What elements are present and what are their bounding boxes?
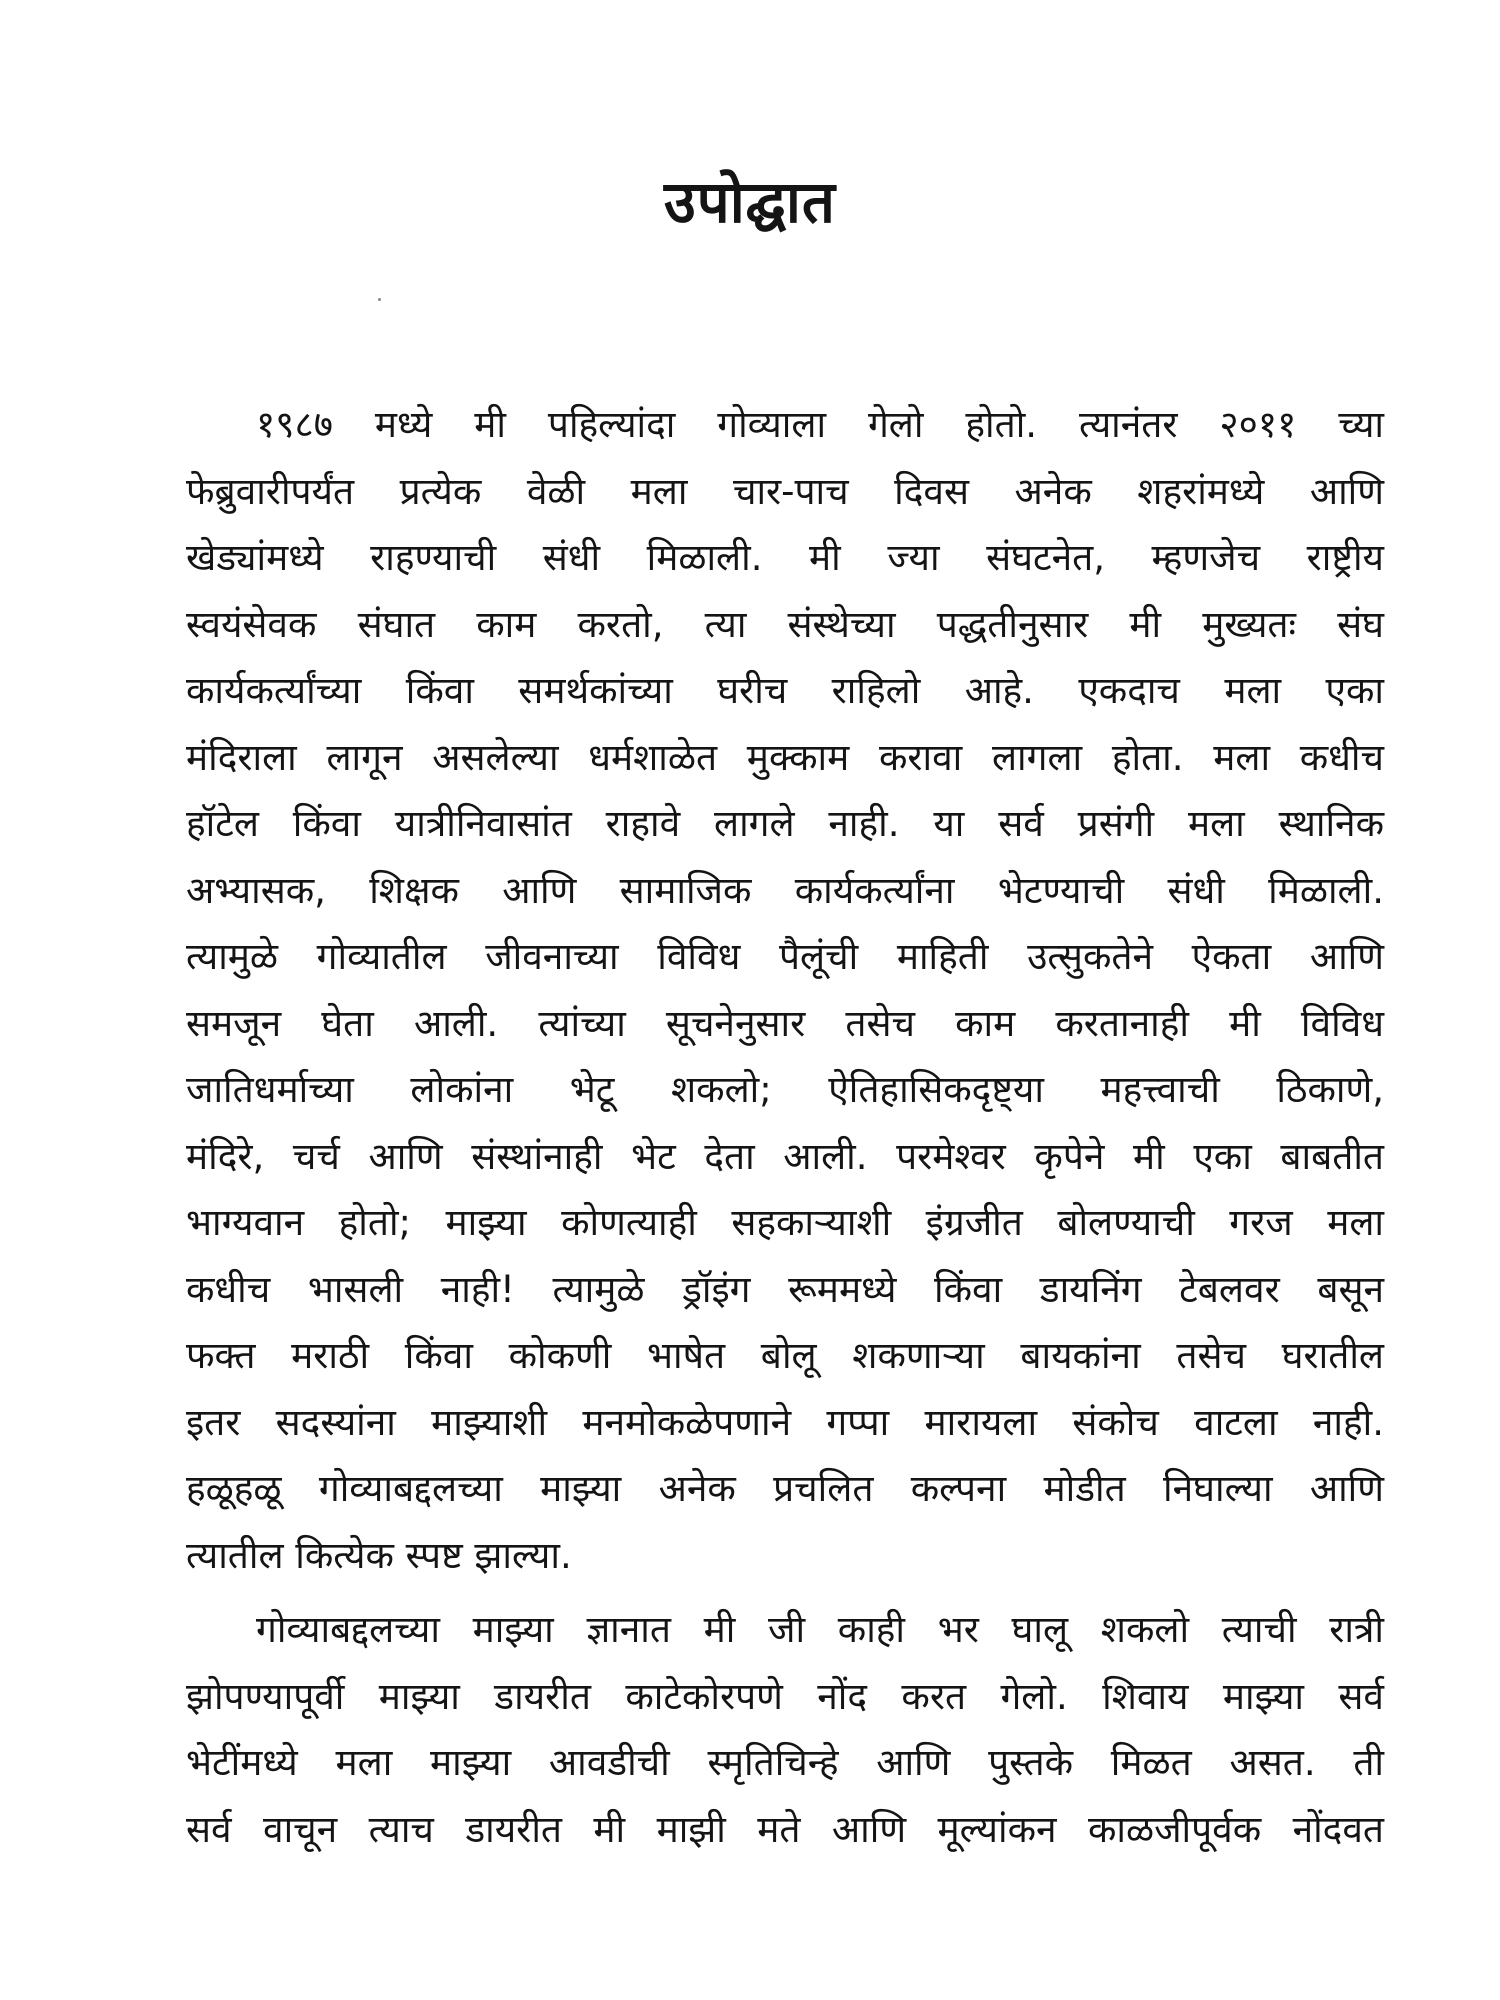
text-line: खेड्यांमध्ये राहण्याची संधी मिळाली. मी ज्या संघटनेत, म्हणजेच राष्ट्रीय [186,536,1384,579]
text-line: अभ्यासक, शिक्षक आणि सामाजिक कार्यकर्त्यांना भेटण्याची संधी मिळाली. [186,868,1384,912]
text-line: सर्व वाचून त्याच डायरीत मी माझी मते आणि मूल्यांकन काळजीपूर्वक नोंदवत [186,1807,1384,1851]
text-line: जातिधर्माच्या लोकांना भेटू शकलो; ऐतिहासिकदृष्ट्या महत्त्वाची ठिकाणे, [186,1068,1384,1111]
text-line: इतर सदस्यांना माझ्याशी मनमोकळेपणाने गप्पा मारायला संकोच वाटला नाही. [186,1400,1384,1444]
paragraph [186,392,1384,1589]
text-line: कधीच भासली नाही! त्यामुळे ड्रॉइंग रूममध्ये किंवा डायनिंग टेबलवर बसून [186,1267,1384,1311]
text-line: मंदिरे, चर्च आणि संस्थांनाही भेट देता आली. परमेश्वर कृपेने मी एका बाबतीत [186,1134,1384,1178]
text-line: त्यामुळे गोव्यातील जीवनाच्या विविध पैलूंची माहिती उत्सुकतेने ऐकता आणि [186,935,1384,978]
text-line: १९८७ मध्ये मी पहिल्यांदा गोव्याला गेलो होतो. त्यानंतर २०११ च्या [256,403,1384,446]
text-line: समजून घेता आली. त्यांच्या सूचनेनुसार तसेच काम करतानाही मी विविध [186,1001,1384,1045]
text-line: त्यातील कित्येक स्पष्ट झाल्या. [186,1533,572,1577]
text-line: कार्यकर्त्यांच्या किंवा समर्थकांच्या घरीच राहिलो आहे. एकदाच मला एका [186,669,1384,712]
text-line: स्वयंसेवक संघात काम करतो, त्या संस्थेच्या पद्धतीनुसार मी मुख्यतः संघ [186,602,1384,646]
text-line: हळूहळू गोव्याबद्दलच्या माझ्या अनेक प्रचलित कल्पना मोडीत निघाल्या आणि [186,1467,1384,1510]
text-line: मंदिराला लागून असलेल्या धर्मशाळेत मुक्काम करावा लागला होता. मला कधीच [186,735,1384,779]
text-line: फेब्रुवारीपर्यंत प्रत्येक वेळी मला चार-पाच दिवस अनेक शहरांमध्ये आणि [186,469,1384,513]
text-line: गोव्याबद्दलच्या माझ्या ज्ञानात मी जी काही भर घालू शकलो त्याची रात्री [256,1608,1384,1651]
text-line: भेटींमध्ये मला माझ्या आवडीची स्मृतिचिन्हे आणि पुस्तके मिळत असत. ती [186,1741,1384,1784]
text-line: झोपण्यापूर्वी माझ्या डायरीत काटेकोरपणे नोंद करत गेलो. शिवाय माझ्या सर्व [186,1674,1384,1718]
scan-speck [378,298,381,301]
text-line: भाग्यवान होतो; माझ्या कोणत्याही सहकाऱ्याशी इंग्रजीत बोलण्याची गरज मला [186,1201,1384,1244]
chapter-title: उपोद्घात [664,168,836,236]
text-line: फक्त मराठी किंवा कोकणी भाषेत बोलू शकणाऱ्या बायकांना तसेच घरातील [186,1334,1384,1377]
body-text [186,392,1384,1871]
text-line: हॉटेल किंवा यात्रीनिवासांत राहावे लागले नाही. या सर्व प्रसंगी मला स्थानिक [186,802,1384,845]
paragraph [186,1597,1384,1863]
